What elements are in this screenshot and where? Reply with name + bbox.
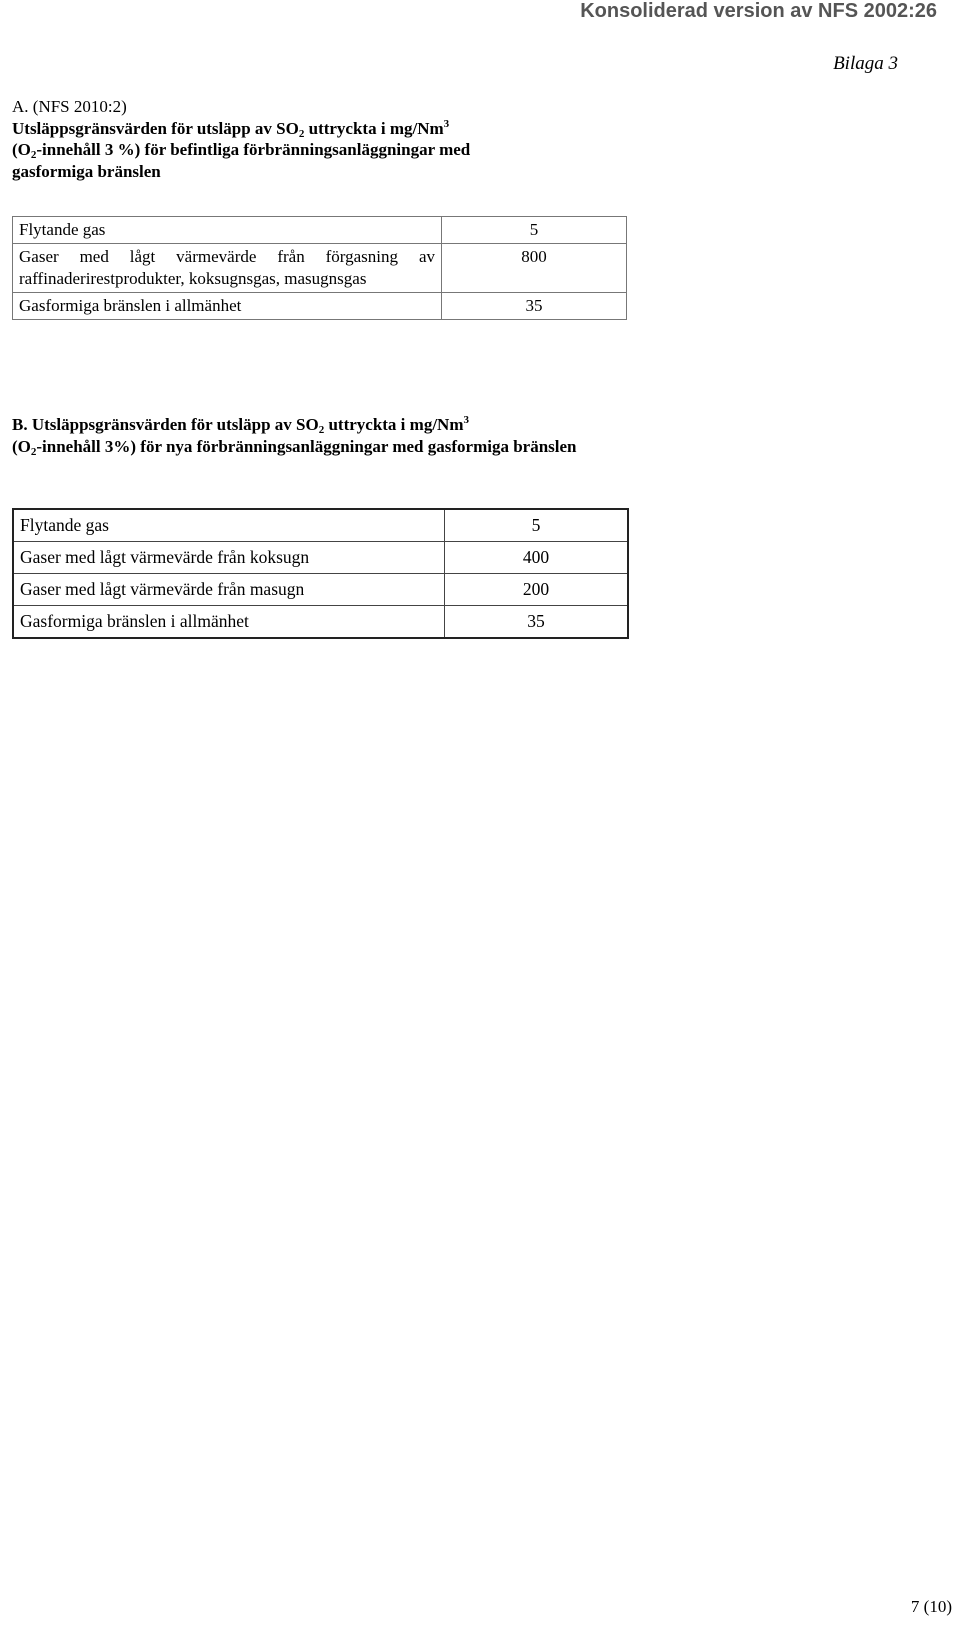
page-number: 7 (10) xyxy=(910,1597,952,1616)
table-row xyxy=(13,244,627,293)
table-row xyxy=(13,606,628,639)
section-a-amendment-line xyxy=(12,96,470,118)
row-label xyxy=(13,244,442,293)
table-row xyxy=(13,293,627,320)
section-a-title-line1: Utsläppsgränsvärden för utsläpp av $SO_2$ uttryckta i mg/Nm$^3$ xyxy=(12,117,450,140)
section-a-table xyxy=(12,216,627,320)
row-value: 35 xyxy=(445,606,629,639)
section-a-title-line3: gasformiga bränslen xyxy=(12,161,161,181)
section-a-amendment: (NFS 2010:2) xyxy=(32,97,127,116)
section-b-table xyxy=(12,508,629,639)
row-value: 200 xyxy=(445,574,629,606)
row-value: 800 xyxy=(442,244,627,293)
section-a-heading xyxy=(12,96,470,182)
section-a-title-line2: ($O_2$-innehåll 3 %) för befintliga förbränningsanläggningar med xyxy=(12,140,471,161)
section-b-title-line2: ($O_2$-innehåll 3%) för nya förbränningsanläggningar med gasformiga bränslen xyxy=(12,436,577,458)
row-label: Gaser med lågt värmevärde från koksugn xyxy=(13,542,445,574)
table-row xyxy=(13,217,627,244)
table-row xyxy=(13,574,628,606)
section-b-heading xyxy=(12,414,577,457)
section-a-letter: A. xyxy=(12,97,29,116)
row-label: Gasformiga bränslen i allmänhet xyxy=(13,606,445,639)
row-label: Gaser med lågt värmevärde från masugn xyxy=(13,574,445,606)
row-value: 5 xyxy=(442,217,627,244)
row-value: 35 xyxy=(442,293,627,320)
row-value: 5 xyxy=(445,509,629,542)
appendix-label: Bilaga 3 xyxy=(833,53,898,74)
running-header-title: Konsoliderad version av NFS 2002:26 xyxy=(580,0,937,22)
table-row xyxy=(13,509,628,542)
table-row xyxy=(13,542,628,574)
row-label: Flytande gas xyxy=(13,217,442,244)
row-label-line1: Gaser med lågt värmevärde från förgasning av xyxy=(19,247,435,266)
section-b-title-line1: B. Utsläppsgränsvärden för utsläpp av $SO_2$ uttryckta i mg/Nm$^3$ xyxy=(12,414,469,436)
row-value: 400 xyxy=(445,542,629,574)
row-label-line2: raffinaderirestprodukter, koksugnsgas, masugnsgas xyxy=(19,269,367,288)
row-label: Flytande gas xyxy=(13,509,445,542)
row-label: Gasformiga bränslen i allmänhet xyxy=(13,293,442,320)
